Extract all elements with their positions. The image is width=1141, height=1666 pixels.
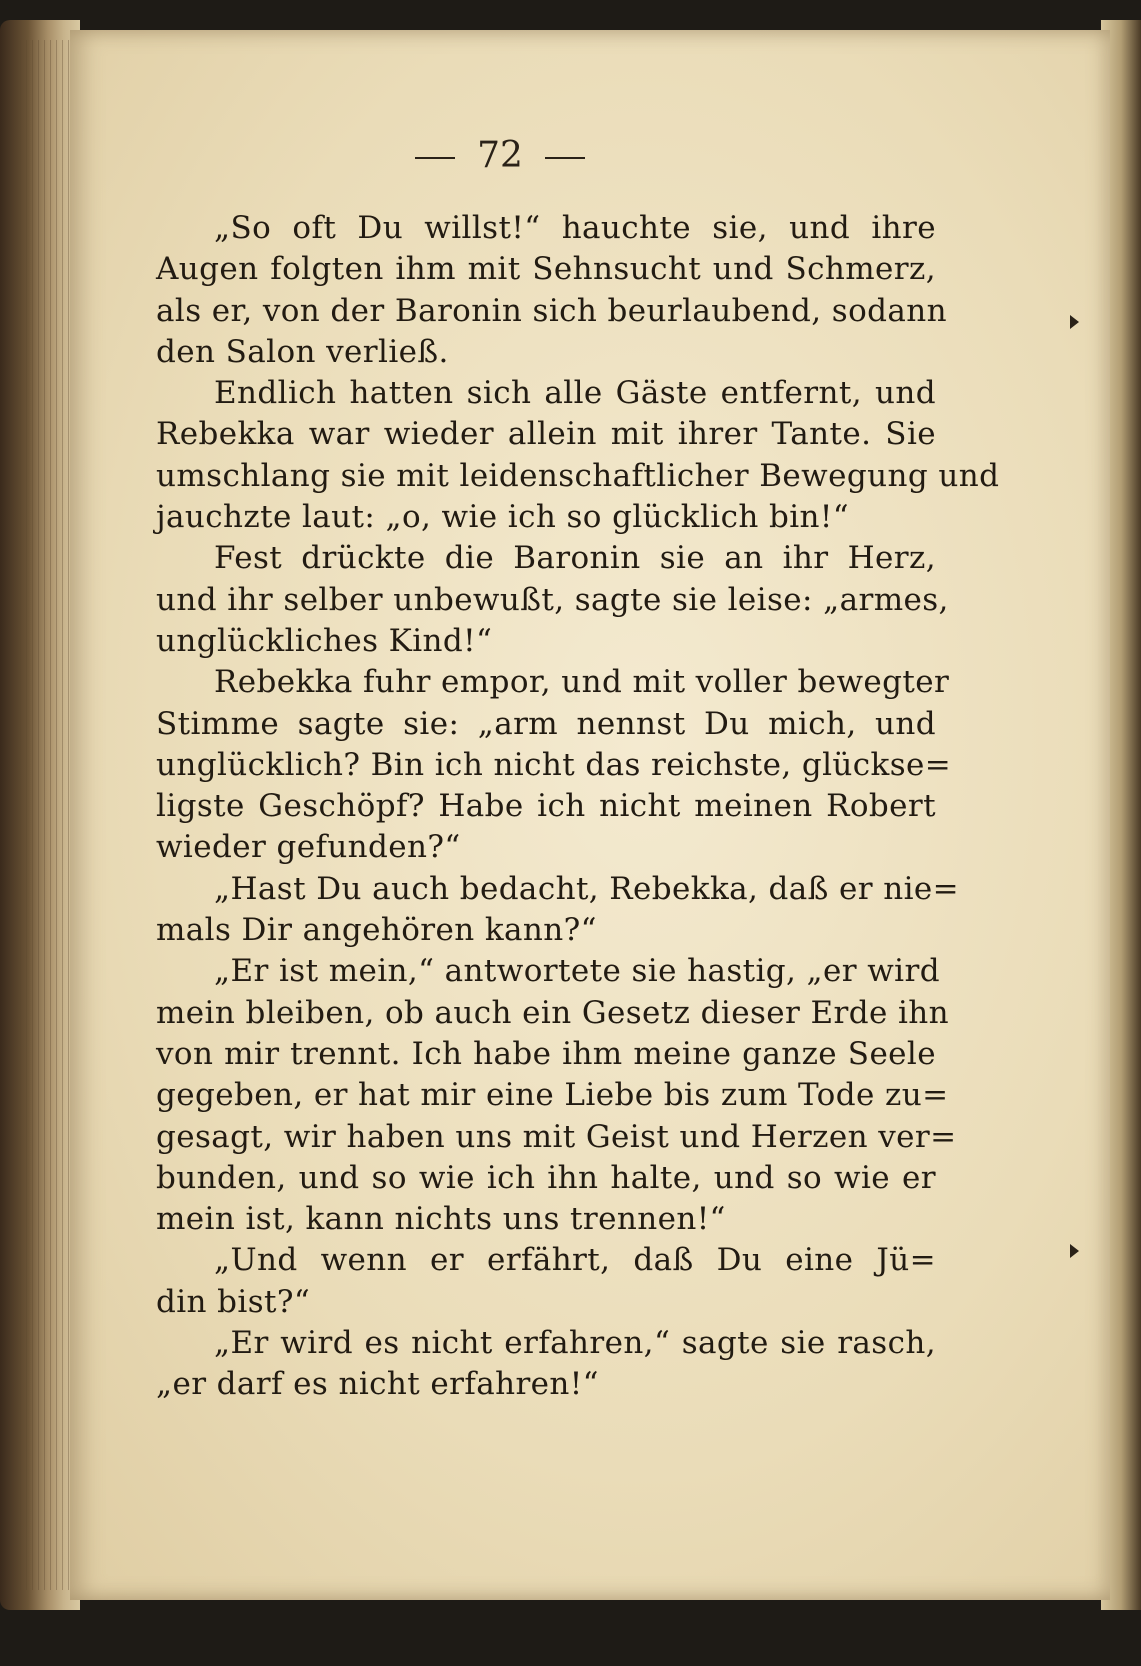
text-line: gegeben, er hat mir eine Liebe bis zum Tode zu= [156, 1077, 949, 1114]
text-line: bunden, und so wie ich ihn halte, und so wie er [156, 1159, 936, 1196]
text-line: „Er wird es nicht erfahren,“ sagte sie rasch, [214, 1325, 936, 1362]
header-dash-left [415, 157, 455, 159]
header-dash-right [545, 157, 585, 159]
text-line: von mir trennt. Ich habe ihm meine ganze Seele [156, 1035, 936, 1072]
text-line: Endlich hatten sich alle Gäste entfernt, und [214, 375, 936, 412]
text-line: jauchzte laut: „o, wie ich so glücklich bin!“ [156, 499, 850, 536]
text-line: „er darf es nicht erfahren!“ [156, 1366, 599, 1403]
book-page [70, 30, 1110, 1600]
text-line: „Hast Du auch bedacht, Rebekka, daß er nie= [214, 870, 960, 907]
text-line: mein bleiben, ob auch ein Gesetz dieser Erde ihn [156, 994, 950, 1031]
text-line: „So oft Du willst!“ hauchte sie, und ihre [214, 210, 936, 246]
text-line: mals Dir angehören kann?“ [156, 912, 597, 949]
text-line: unglückliches Kind!“ [156, 622, 493, 659]
text-line: und ihr selber unbewußt, sagte sie leise: „armes, [156, 581, 949, 618]
text-line: Stimme sagte sie: „arm nennst Du mich, und [156, 705, 936, 742]
text-line: als er, von der Baronin sich beurlaubend, sodann [156, 292, 948, 329]
page-number-header [0, 135, 1020, 176]
text-line: umschlang sie mit leidenschaftlicher Bewegung und [156, 457, 1000, 494]
text-line: „Er ist mein,“ antwortete sie hastig, „er wird [214, 953, 940, 990]
text-line: Rebekka war wieder allein mit ihrer Tante. Sie [156, 416, 936, 453]
book-page-edges-left [0, 20, 80, 1610]
text-line: Augen folgten ihm mit Sehnsucht und Schmerz, [156, 251, 936, 288]
text-line: gesagt, wir haben uns mit Geist und Herzen ver= [156, 1118, 957, 1155]
text-line: din bist?“ [156, 1283, 311, 1320]
body-text [156, 208, 1000, 1406]
text-line: mein ist, kann nichts uns trennen!“ [156, 1201, 726, 1238]
text-line: Rebekka fuhr empor, und mit voller bewegter [214, 664, 950, 701]
page-number: 72 [477, 135, 523, 176]
text-line: wieder gefunden?“ [156, 829, 461, 866]
text-line: den Salon verließ. [156, 333, 449, 370]
text-line: Fest drückte die Baronin sie an ihr Herz, [214, 540, 936, 577]
margin-mark-arrow [1070, 1244, 1079, 1258]
text-line: ligste Geschöpf? Habe ich nicht meinen Robert [156, 788, 936, 825]
margin-mark-arrow [1070, 315, 1079, 329]
text-line: unglücklich? Bin ich nicht das reichste, glückse= [156, 746, 952, 783]
text-line: „Und wenn er erfährt, daß Du eine Jü= [214, 1242, 936, 1279]
